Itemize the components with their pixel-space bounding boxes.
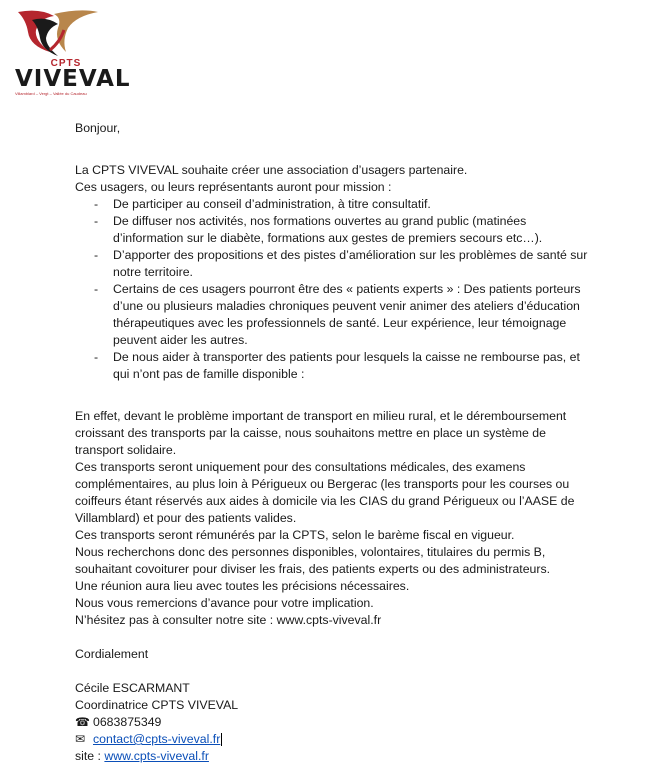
mission-intro: Ces usagers, ou leurs représentants auront pour mission :	[75, 180, 392, 194]
mission-list	[75, 196, 595, 383]
text-cursor	[221, 733, 222, 746]
phone-number: 0683875349	[93, 715, 162, 729]
cpts-viveval-logo	[10, 6, 131, 98]
logo-swoosh-icon	[10, 6, 110, 66]
site-label: site :	[75, 749, 105, 763]
email-link[interactable]: contact@cpts-viveval.fr	[93, 732, 221, 746]
body-paragraph: Ces transports seront rémunérés par la CPTS, selon le barème fiscal en vigueur.	[75, 528, 515, 542]
envelope-icon: ✉	[75, 732, 86, 746]
mission-item: - Certains de ces usagers pourront être des « patients experts » : Des patients porteurs d’une ou plusieurs maladies chroniques peuvent venir animer des ateliers d’éducation thérapeutiques avec les professionnels de santé. Leur expérience, leur témoignage peuvent aider les autres.	[94, 282, 581, 347]
letter-body	[75, 120, 595, 765]
body-paragraph: Nous vous remercions d’avance pour votre implication.	[75, 596, 374, 610]
logo-tagline: Villamblard – Vergt – Vallée du Caudeau	[15, 91, 87, 96]
signature-name: Cécile ESCARMANT	[75, 681, 190, 695]
closing: Cordialement	[75, 647, 149, 661]
body-paragraph: En effet, devant le problème important de transport en milieu rural, et le déremboursement croissant des transports par la caisse, nous souhaitons mettre en place un système de transport solidaire.	[75, 409, 567, 457]
body-paragraph: Ces transports seront uniquement pour des consultations médicales, des examens complémentaires, au plus loin à Périgueux ou Bergerac (les transports pour les courses ou coiffeurs étant réservés aux aides à domicile via les CIAS du grand Périgueux ou l’AASE de Villamblard) et pour des patients valides.	[75, 460, 575, 525]
mission-item: - De nous aider à transporter des patients pour lesquels la caisse ne rembourse pas, et qui n’ont pas de famille disponible :	[94, 350, 580, 381]
mission-item: - D’apporter des propositions et des pistes d’amélioration sur les problèmes de santé sur notre territoire.	[94, 248, 588, 279]
body-paragraph: Une réunion aura lieu avec toutes les précisions nécessaires.	[75, 579, 410, 593]
greeting: Bonjour,	[75, 121, 121, 135]
email-line	[75, 731, 595, 748]
body-paragraph: N’hésitez pas à consulter notre site : www.cpts-viveval.fr	[75, 613, 382, 627]
phone-icon: ☎	[75, 715, 90, 729]
site-line	[75, 748, 595, 765]
logo-cpts-text: CPTS	[50, 58, 82, 69]
logo-viveval-text: VIVEVAL	[15, 66, 131, 92]
intro-paragraph: La CPTS VIVEVAL souhaite créer une association d’usagers partenaire.	[75, 163, 468, 177]
signature-role: Coordinatrice CPTS VIVEVAL	[75, 698, 239, 712]
mission-item: - De participer au conseil d’administration, à titre consultatif.	[94, 197, 431, 211]
mission-item: - De diffuser nos activités, nos formations ouvertes au grand public (matinées d’information sur le diabète, formations aux gestes de premiers secours etc…).	[94, 214, 543, 245]
body-paragraph: Nous recherchons donc des personnes disponibles, volontaires, titulaires du permis B, souhaitant covoiturer pour diviser les frais, des patients experts ou des administrateurs.	[75, 545, 551, 576]
site-link[interactable]: www.cpts-viveval.fr	[104, 749, 209, 763]
phone-line	[75, 714, 595, 731]
